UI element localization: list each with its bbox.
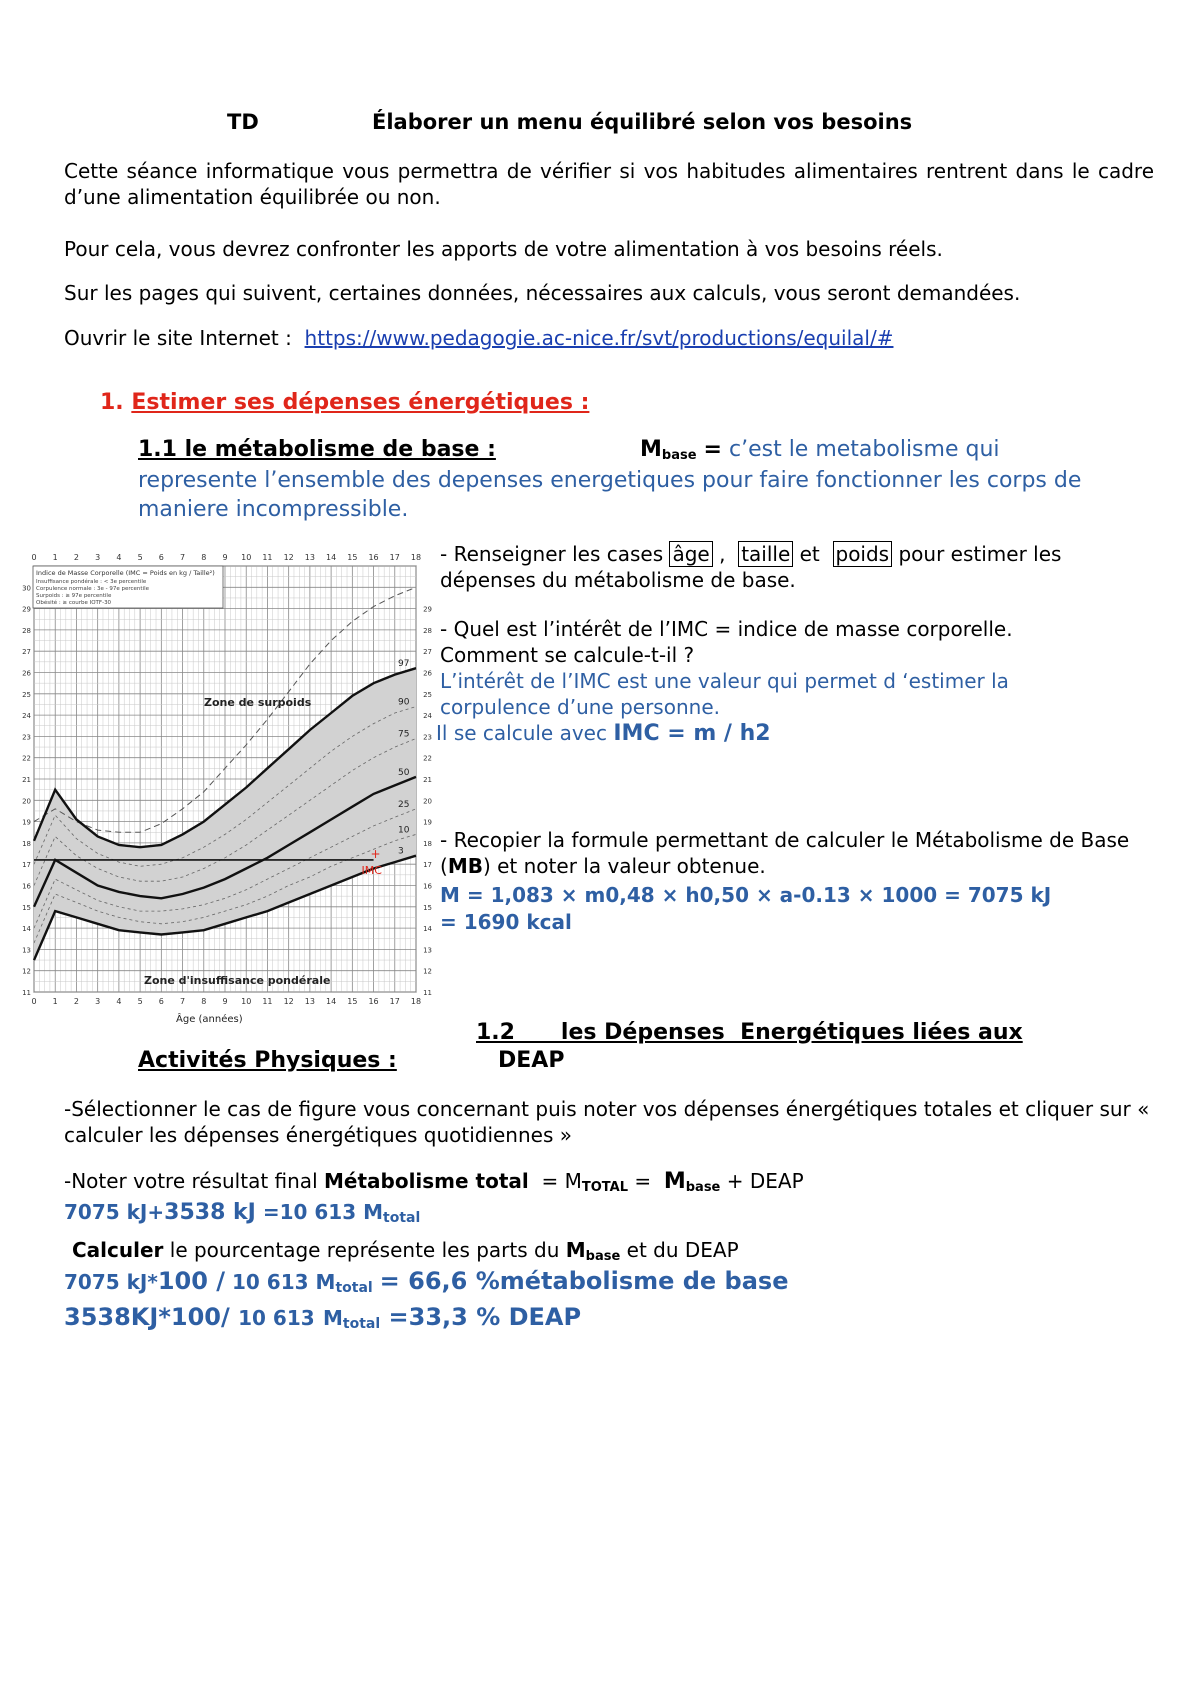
x-tick-label: 12 <box>283 997 294 1006</box>
section-1-2-deap: DEAP <box>498 1048 565 1073</box>
x-tick-label: 1 <box>52 997 58 1006</box>
td-label: TD <box>227 110 259 134</box>
y-tick-label: 22 <box>22 754 31 763</box>
chart-legend-item: Corpulence normale : 3e - 97e percentile <box>36 586 150 592</box>
y-tick-label: 30 <box>22 584 31 593</box>
pct-metabolisme: 7075 kJ*100 / 10 613 $M_{total} = 66,6$ %métabolisme de base <box>64 1267 789 1296</box>
chart-title: Indice de Masse Corporelle (IMC = Poids en kg / Taille²) <box>36 569 215 577</box>
x-tick-label: 14 <box>326 997 337 1006</box>
y-tick-label: 25 <box>22 690 31 699</box>
y-tick-label: 19 <box>22 818 31 827</box>
y-tick-label-right: 29 <box>423 605 432 614</box>
mbase-answer-line1: c’est le metabolisme qui <box>728 437 1000 462</box>
y-tick-label-right: 16 <box>423 882 432 891</box>
site-label: Ouvrir le site Internet : <box>64 326 292 350</box>
y-tick-label: 20 <box>22 797 31 806</box>
y-tick-label-right: 19 <box>423 818 432 827</box>
x-tick-label-top: 1 <box>52 553 58 562</box>
section-1-1-heading: 1.1 le métabolisme de base : <box>138 437 496 462</box>
mbase-definition <box>640 437 1000 463</box>
intro-paragraph-1: Cette séance informatique vous permettra de vérifier si vos habitudes alimentaires rentrent dans le cadre d’une alimentation équilibrée ou non. <box>64 159 1154 209</box>
question-imc <box>440 616 1013 668</box>
y-tick-label-right: 11 <box>423 989 432 997</box>
answer-imc-formula: Il se calcule avec IMC = m / h2 <box>436 721 771 746</box>
x-tick-label: 10 <box>241 997 252 1006</box>
chart-legend-item: Insuffisance pondérale : < 3e percentile <box>36 579 147 585</box>
intro-paragraph-4 <box>64 326 893 350</box>
y-tick-label-right: 23 <box>423 733 432 742</box>
y-tick-label-right: 27 <box>423 648 432 657</box>
taille-field[interactable]: taille <box>738 541 793 567</box>
y-tick-label: 24 <box>22 712 31 721</box>
x-tick-label-top: 5 <box>137 553 143 562</box>
mbase-answer-rest: represente l’ensemble des depenses energetiques pour faire fonctionner les corps de maniere incompressible. <box>138 468 1082 522</box>
x-tick-label-top: 18 <box>410 553 422 562</box>
mb-formula-line1: M = 1,083 × m0,48 × h0,50 × a-0.13 × 1000 = 7075 kJ <box>440 883 1052 907</box>
zone-surpoids-label: Zone de surpoids <box>204 696 312 709</box>
x-tick-label: 9 <box>222 997 228 1006</box>
instruction-calculer: Calculer le pourcentage représente les parts du $M_{base}$ et du DEAP <box>72 1238 739 1264</box>
x-tick-label-top: 8 <box>201 553 207 562</box>
x-tick-label-top: 9 <box>222 553 228 562</box>
y-tick-label: 27 <box>22 648 31 657</box>
y-tick-label: 15 <box>22 903 31 912</box>
y-tick-label: 26 <box>22 669 31 678</box>
percentile-label: 75 <box>398 729 410 740</box>
x-tick-label: 18 <box>410 997 422 1006</box>
x-tick-label-top: 0 <box>31 553 37 562</box>
page-title: Élaborer un menu équilibré selon vos besoins <box>372 110 913 134</box>
answer-imc-interet: L’intérêt de l’IMC est une valeur qui permet d ‘estimer la corpulence d’une personne. <box>440 669 1009 719</box>
x-tick-label: 4 <box>116 997 122 1006</box>
pct-deap: 3538KJ*100/ 10 613 $M_{total} =33,3$ % DEAP <box>64 1303 582 1332</box>
imc-marker-icon: + <box>370 846 381 861</box>
y-tick-label: 28 <box>22 626 31 635</box>
site-link[interactable]: https://www.pedagogie.ac-nice.fr/svt/productions/equilal/# <box>304 326 894 350</box>
percentile-label: 97 <box>398 659 410 670</box>
y-tick-label: 11 <box>22 989 31 997</box>
x-tick-label-top: 13 <box>304 553 315 562</box>
x-tick-label-top: 14 <box>326 553 337 562</box>
y-tick-label-right: 20 <box>423 797 432 806</box>
percentile-label: 25 <box>398 799 410 810</box>
y-tick-label-right: 21 <box>423 776 432 784</box>
percentile-label: 90 <box>398 697 410 708</box>
x-tick-label: 13 <box>304 997 315 1006</box>
intro-paragraph-2: Pour cela, vous devrez confronter les apports de votre alimentation à vos besoins réels. <box>64 237 943 261</box>
x-tick-label: 6 <box>158 997 164 1006</box>
x-tick-label: 5 <box>137 997 143 1006</box>
x-tick-label-top: 7 <box>180 553 186 562</box>
x-tick-label: 15 <box>347 997 358 1006</box>
x-tick-label-top: 4 <box>116 553 122 562</box>
x-tick-label: 0 <box>31 997 37 1006</box>
y-tick-label: 16 <box>22 882 31 891</box>
intro-paragraph-3: Sur les pages qui suivent, certaines données, nécessaires aux calculs, vous seront demandées. <box>64 281 1021 305</box>
percentile-label: 3 <box>398 846 404 857</box>
y-tick-label-right: 24 <box>423 712 432 721</box>
x-axis-label: Âge (années) <box>176 1014 243 1025</box>
x-tick-label-top: 6 <box>158 553 164 562</box>
y-tick-label-right: 13 <box>423 946 432 955</box>
instruction-fill-fields: - Renseigner les cases âge , taille et poids pour estimer les dépenses du métabolisme de base. <box>440 542 1062 592</box>
y-tick-label: 14 <box>22 925 31 934</box>
y-tick-label: 17 <box>22 861 31 870</box>
question-imc-line2: Comment se calcule-t-il ? <box>440 643 695 667</box>
x-tick-label: 7 <box>180 997 186 1006</box>
y-tick-label: 21 <box>22 776 31 784</box>
section-1-2-heading-line2: Activités Physiques : <box>138 1048 397 1073</box>
note-metabolisme-total: -Noter votre résultat final Métabolisme total = $M_{TOTAL} = M_{base}$ + DEAP <box>64 1169 804 1195</box>
mbase-equals: = <box>703 437 722 462</box>
x-tick-label: 3 <box>95 997 101 1006</box>
x-tick-label-top: 2 <box>73 553 79 562</box>
x-tick-label: 16 <box>368 997 379 1006</box>
section-1-title: Estimer ses dépenses énergétiques : <box>131 390 590 415</box>
x-tick-label: 8 <box>201 997 207 1006</box>
y-tick-label-right: 26 <box>423 669 432 678</box>
y-tick-label: 29 <box>22 605 31 614</box>
y-tick-label-right: 28 <box>423 626 432 635</box>
imc-marker-label: IMC <box>361 863 382 877</box>
y-tick-label-right: 18 <box>423 839 432 848</box>
mbase-symbol: $M_{base}$ <box>640 437 697 463</box>
x-tick-label-top: 3 <box>95 553 101 562</box>
zone-insuffisance-label: Zone d'insuffisance pondérale <box>144 974 331 987</box>
chart-legend-item: Surpoids : ≥ 97e percentile <box>36 593 112 599</box>
y-tick-label: 12 <box>22 967 31 976</box>
y-tick-label-right: 12 <box>423 967 432 976</box>
x-tick-label-top: 12 <box>283 553 294 562</box>
percentile-label: 10 <box>398 825 410 836</box>
y-tick-label-right: 15 <box>423 903 432 912</box>
instruction-recopier: - Recopier la formule permettant de calculer le Métabolisme de Base (MB) et noter la valeur obtenue. <box>440 828 1130 878</box>
x-tick-label: 17 <box>389 997 400 1006</box>
mb-formula <box>440 882 1051 936</box>
y-tick-label-right: 22 <box>423 754 432 763</box>
percentile-label: 50 <box>398 767 410 778</box>
y-tick-label: 13 <box>22 946 31 955</box>
age-field[interactable]: âge <box>669 541 712 567</box>
calc-total: 7075 kJ+3538 kJ =10 613 $M_{total}$ <box>64 1200 421 1226</box>
x-tick-label-top: 15 <box>347 553 358 562</box>
section-1-heading <box>100 390 589 415</box>
poids-field[interactable]: poids <box>833 541 893 567</box>
y-tick-label-right: 25 <box>423 690 432 699</box>
section-1-number: 1. <box>100 390 124 415</box>
section-1-2-heading: 1.2 les Dépenses Energétiques liées aux <box>476 1020 1023 1045</box>
mb-formula-line2: = 1690 kcal <box>440 910 572 934</box>
y-tick-label-right: 14 <box>423 925 432 934</box>
x-tick-label: 11 <box>262 997 273 1006</box>
question-imc-line1: - Quel est l’intérêt de l’IMC = indice de masse corporelle. <box>440 617 1013 641</box>
imc-chart <box>24 548 444 1026</box>
x-tick-label: 2 <box>73 997 79 1006</box>
y-tick-label-right: 17 <box>423 861 432 870</box>
y-tick-label: 23 <box>22 733 31 742</box>
x-tick-label-top: 16 <box>368 553 379 562</box>
x-tick-label-top: 10 <box>241 553 252 562</box>
x-tick-label-top: 17 <box>389 553 400 562</box>
instruction-deap: -Sélectionner le cas de figure vous concernant puis noter vos dépenses énergétiques totales et cliquer sur « calculer les dépenses énergétiques quotidiennes » <box>64 1097 1150 1147</box>
x-tick-label-top: 11 <box>262 553 273 562</box>
chart-legend-item: Obésité : ≥ courbe IOTF-30 <box>36 600 112 606</box>
y-tick-label: 18 <box>22 839 31 848</box>
